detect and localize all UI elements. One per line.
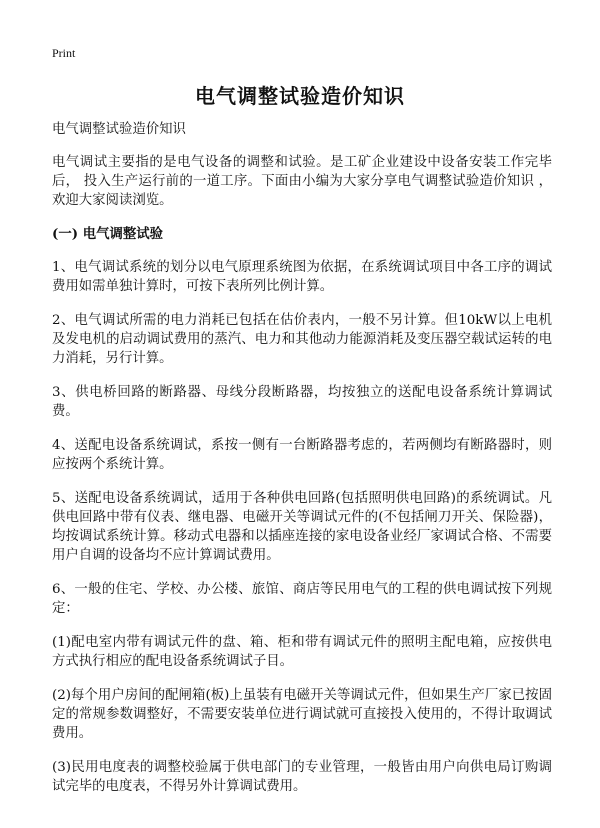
- paragraph-1: 1、电气调试系统的划分以电气原理系统图为依据，在系统调试项目中各工序的调试费用如需单独计算时，可按下表所列比例计算。: [52, 260, 552, 294]
- paragraph-6-1: (1)配电室内带有调试元件的盘、箱、柜和带有调试元件的照明主配电箱，应按供电方式执行相应的配电设备系统调试子目。: [52, 635, 552, 669]
- paragraph-2: 2、电气调试所需的电力消耗已包括在估价表内，一般不另计算。但10kW以上电机及发电机的启动调试费用的蒸汽、电力和其他动力能源消耗及变压器空载试运转的电力消耗，另行计算。: [52, 313, 552, 366]
- paragraph-5: 5、送配电设备系统调试，适用于各种供电回路(包括照明供电回路)的系统调试。凡供电回路中带有仪表、继电器、电磁开关等调试元件的(不包括闸刀开关、保险器)，均按调试系统计算。移动式电器和以插座连接的家电设备业经厂家调试合格、不需要用户自调的设备均不应计算调试费用。: [52, 491, 552, 563]
- paragraph-3: 3、供电桥回路的断路器、母线分段断路器，均按独立的送配电设备系统计算调试费。: [52, 385, 552, 419]
- page-title: 电气调整试验造价知识: [195, 84, 405, 108]
- document-subtitle: 电气调整试验造价知识: [52, 122, 186, 137]
- print-label: Print: [52, 46, 76, 60]
- paragraph-6-3: (3)民用电度表的调整校验属于供电部门的专业管理，一般皆由用户向供电局订购调试完毕的电度表，不得另外计算调试费用。: [52, 760, 552, 794]
- section-heading: (一) 电气调整试验: [52, 226, 164, 242]
- paragraph-6-2: (2)每个用户房间的配闸箱(板)上虽装有电磁开关等调试元件，但如果生产厂家已按固定的常规参数调整好，不需要安装单位进行调试就可直接投入使用的，不得计取调试费用。: [52, 688, 552, 741]
- paragraph-6: 6、一般的住宅、学校、办公楼、旅馆、商店等民用电气的工程的供电调试按下列规定：: [52, 582, 552, 616]
- paragraph-4: 4、送配电设备系统调试，系按一侧有一台断路器考虑的，若两侧均有断路器时，则应按两个系统计算。: [52, 438, 552, 472]
- document-body: [52, 120, 552, 811]
- intro-paragraph: 电气调试主要指的是电气设备的调整和试验。是工矿企业建设中设备安装工作完毕后， 投入生产运行前的一道工序。下面由小编为大家分享电气调整试验造价知识 ，欢迎大家阅读浏览。: [52, 155, 552, 208]
